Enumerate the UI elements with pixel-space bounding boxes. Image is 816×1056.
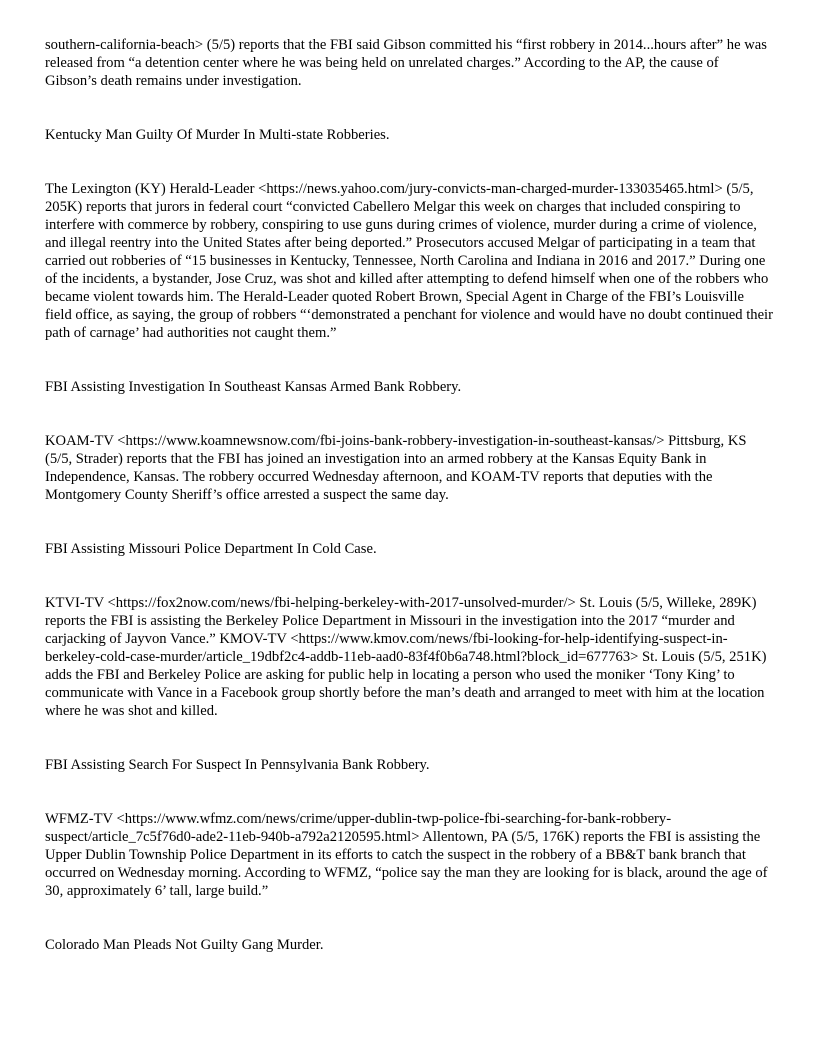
headline-pennsylvania-bank-robbery: FBI Assisting Search For Suspect In Pennsylvania Bank Robbery.: [45, 757, 430, 773]
paragraph-missouri-cold-case: KTVI-TV <https://fox2now.com/news/fbi-helping-berkeley-with-2017-unsolved-murder/> St. Louis (5/5, Willeke, 289K) reports the FBI is assisting the Berkeley Police Department in Missouri in the investigation into the 2017 “murder and carjacking of Jayvon Vance.” KMOV-TV <https://www.kmov.com/news/fbi-looking-for-help-identifying-suspect-in-berkeley-cold-case-murder/article_19dbf2c4-addb-11eb-aad0-83f4f0b6a748.html?block_id=677763> St. Louis (5/5, 251K) adds the FBI and Berkeley Police are asking for public help in locating a person who used the moniker ‘Tony King’ to communicate with Vance in a Facebook group shortly before the man’s death and arranged to meet with him at the location where he was shot and killed.: [45, 595, 767, 719]
document-page: [45, 36, 773, 990]
paragraph-kansas-bank-robbery: KOAM-TV <https://www.koamnewsnow.com/fbi-joins-bank-robbery-investigation-in-southeast-kansas/> Pittsburg, KS (5/5, Strader) reports that the FBI has joined an investigation into an armed robbery at the Kansas Equity Bank in Independence, Kansas. The robbery occurred Wednesday afternoon, and KOAM-TV reports that deputies with the Montgomery County Sheriff’s office arrested a suspect the same day.: [45, 433, 747, 503]
headline-colorado-gang-murder: Colorado Man Pleads Not Guilty Gang Murder.: [45, 937, 324, 953]
headline-missouri-cold-case: FBI Assisting Missouri Police Department In Cold Case.: [45, 541, 377, 557]
paragraph-pennsylvania-bank-robbery: WFMZ-TV <https://www.wfmz.com/news/crime/upper-dublin-twp-police-fbi-searching-for-bank-robbery-suspect/article_7c5f76d0-ade2-11eb-940b-a792a2120595.html> Allentown, PA (5/5, 176K) reports the FBI is assisting the Upper Dublin Township Police Department in its efforts to catch the suspect in the robbery of a BB&T bank branch that occurred on Wednesday morning. According to WFMZ, “police say the man they are looking for is black, around the age of 30, approximately 6’ tall, large build.”: [45, 811, 768, 899]
paragraph-gibson-continued: southern-california-beach> (5/5) reports that the FBI said Gibson committed his “first robbery in 2014...hours after” he was released from “a detention center where he was being held on unrelated charges.” According to the AP, the cause of Gibson’s death remains under investigation.: [45, 37, 767, 89]
headline-kansas-bank-robbery: FBI Assisting Investigation In Southeast Kansas Armed Bank Robbery.: [45, 379, 462, 395]
paragraph-kentucky-murder: The Lexington (KY) Herald-Leader <https://news.yahoo.com/jury-convicts-man-charged-murder-133035465.html> (5/5, 205K) reports that jurors in federal court “convicted Cabellero Melgar this week on charges that included conspiring to interfere with commerce by robbery, conspiring to use guns during crimes of violence, murder during a crime of violence, and illegal reentry into the United States after being deported.” Prosecutors accused Melgar of participating in a team that carried out robberies of “15 businesses in Kentucky, Tennessee, North Carolina and Indiana in 2016 and 2017.” During one of the incidents, a bystander, Jose Cruz, was shot and killed after attempting to defend himself when one of the robbers who became violent towards him. The Herald-Leader quoted Robert Brown, Special Agent in Charge of the FBI’s Louisville field office, as saying, the group of robbers “‘demonstrated a penchant for violence and would have no doubt continued their path of carnage’ had authorities not caught them.”: [45, 181, 773, 341]
headline-kentucky-murder: Kentucky Man Guilty Of Murder In Multi-state Robberies.: [45, 127, 390, 143]
